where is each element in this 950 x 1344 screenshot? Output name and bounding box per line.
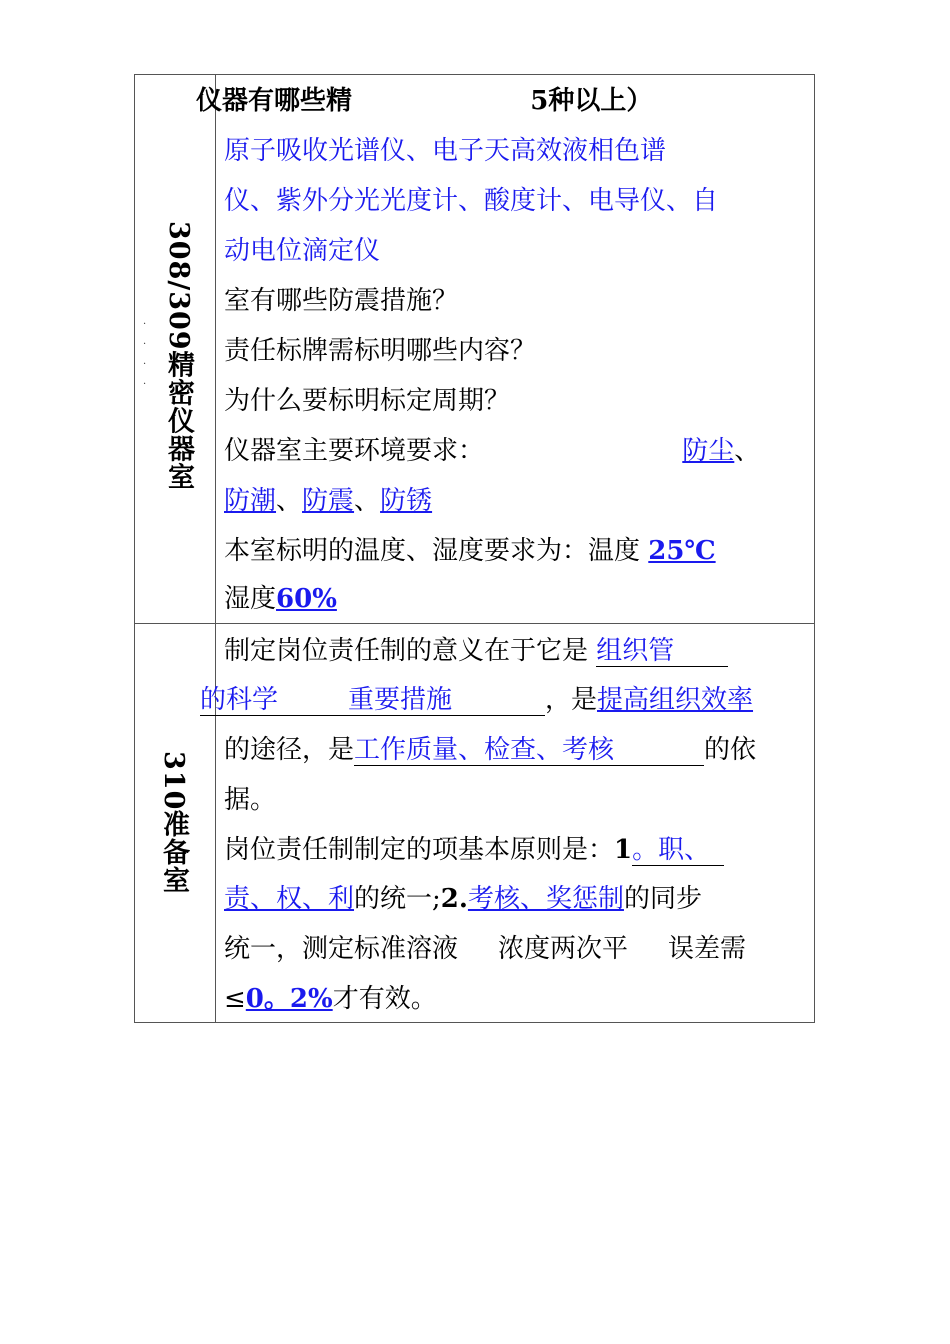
- question-environment: 仪器室主要环境要求： 防尘、: [224, 436, 761, 466]
- humidity-line: 湿度60%: [224, 584, 337, 614]
- paragraph-line-2: 的科学 重要措施 ，是提高组织效率: [200, 685, 754, 715]
- env-moistureproof: 防潮: [224, 486, 277, 516]
- paragraph-line-4: 据。: [224, 785, 277, 815]
- row-divider: [135, 623, 814, 624]
- room-label-308-309: 308/309精密仪器室: [163, 221, 194, 491]
- blank-error-threshold: 0。2%: [245, 984, 333, 1014]
- blank-work-quality: 工作质量、检查、考核: [354, 735, 704, 766]
- blank-scientific-measure: 的科学 重要措施: [200, 685, 545, 716]
- humidity-value: 60%: [276, 584, 337, 614]
- blank-principle-1b: 责、权、利: [224, 884, 355, 914]
- answer-line-3: 动电位滴定仪: [224, 236, 381, 266]
- answer-line-2: 仪、紫外分光光度计、酸度计、电导仪、自: [224, 186, 719, 216]
- blank-org-mgmt: 组织管: [596, 636, 728, 667]
- env-rustproof: 防锈: [380, 486, 433, 516]
- blank-principle-2: 考核、奖惩制: [467, 884, 624, 914]
- temperature-line: 本室标明的温度、湿度要求为：温度 25℃: [224, 536, 716, 566]
- paragraph-line-7: 统一，测定标准溶液 浓度两次平 误差需: [224, 934, 747, 964]
- question-responsibility-sign: 责任标牌需标明哪些内容？: [224, 336, 537, 366]
- question-calibration-cycle: 为什么要标明标定周期？: [224, 386, 511, 416]
- env-shockproof: 防震: [302, 486, 355, 516]
- room-label-310: 310准备室: [158, 751, 189, 895]
- answer-line-1: 原子吸收光谱仪、电子天高效液相色谱: [224, 136, 667, 166]
- paragraph-line-8: ≤0。2%才有效。: [224, 984, 437, 1014]
- environment-answers: 防潮、防震、防锈: [224, 486, 433, 516]
- question-instruments: 仪器有哪些精 5种以上）: [196, 86, 653, 116]
- paragraph-line-6: 责、权、利的统一;2.考核、奖惩制的同步: [224, 884, 702, 914]
- env-dustproof: 防尘: [682, 436, 735, 466]
- paragraph-line-1: 制定岗位责任制的意义在于它是 组织管: [224, 636, 728, 667]
- paragraph-line-5: 岗位责任制制定的项基本原则是：1。职、: [224, 835, 724, 866]
- paragraph-line-3: 的途径，是工作质量、检查、考核 的依: [224, 735, 757, 765]
- column-divider: [215, 75, 216, 1022]
- temperature-value: 25℃: [648, 536, 716, 566]
- blank-principle-1a: 。职、: [632, 835, 724, 866]
- blank-efficiency: 提高组织效率: [597, 685, 754, 715]
- dot-marks: · · · ·: [143, 319, 147, 390]
- question-shockproof: 室有哪些防震措施？: [224, 286, 459, 316]
